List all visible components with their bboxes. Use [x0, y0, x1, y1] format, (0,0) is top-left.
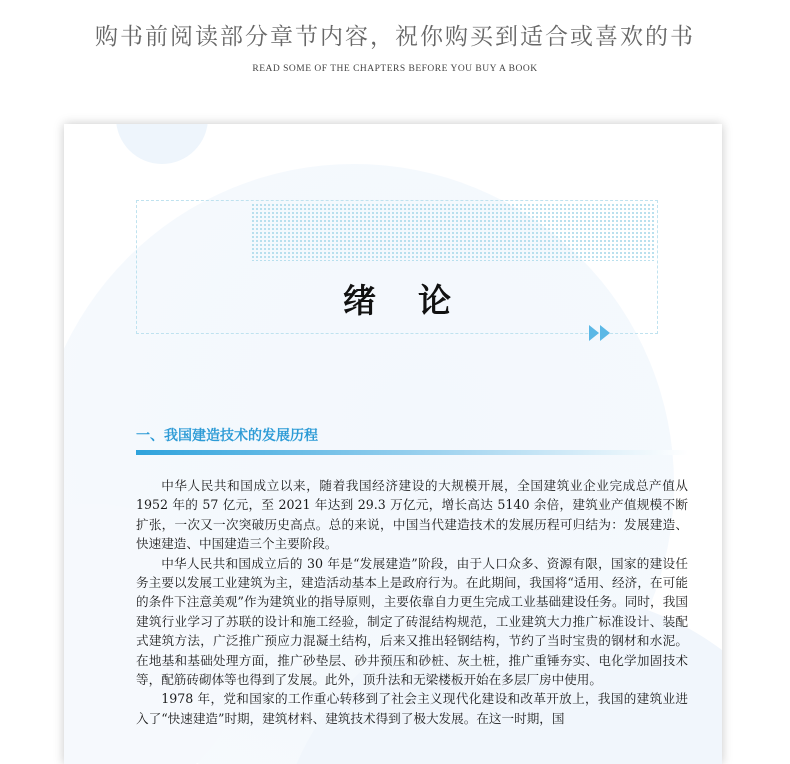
chapter-title-frame [136, 200, 658, 334]
dot-pattern [251, 203, 655, 261]
paragraph: 中华人民共和国成立以来，随着我国经济建设的大规模开展，全国建筑业企业完成总产值从 1952 年的 57 亿元，至 2021 年达到 29.3 万亿元，增长高达 5140 余倍，建筑业产值规模不断扩张，一次又一次突破历史高点。总的来说，中国当代建造技术的发展历程可归结为：发展建造、快速建造、中国建造三个主要阶段。 [136, 478, 688, 552]
section-heading: 一、我国建造技术的发展历程 [136, 428, 318, 444]
double-chevron-right-icon [589, 325, 613, 341]
decorative-circle [116, 124, 208, 164]
book-page [64, 124, 722, 764]
paragraph: 1978 年，党和国家的工作重心转移到了社会主义现代化建设和改革开放上，我国的建筑业进入了“快速建造”时期，建筑材料、建筑技术得到了极大发展。在这一时期，国 [136, 691, 688, 726]
body-text [136, 476, 688, 728]
page-header-subtitle: READ SOME OF THE CHAPTERS BEFORE YOU BUY A BOOK [252, 64, 538, 74]
paragraph: 中华人民共和国成立后的 30 年是“发展建造”阶段，由于人口众多、资源有限，国家的建设任务主要以发展工业建筑为主，建造活动基本上是政府行为。在此期间，我国将“适用、经济，在可能的条件下注意美观”作为建筑业的指导原则，主要依靠自力更生完成工业基础建设任务。同时，我国建筑行业学习了苏联的设计和施工经验，制定了砖混结构规范，工业建筑大力推广标准设计、装配式建筑方法，广泛推广预应力混凝土结构，后来又推出轻钢结构，节约了当时宝贵的钢材和水泥。在地基和基础处理方面，推广砂垫层、砂井预压和砂桩、灰土桩，推广重锤夯实、电化学加固技术等，配筋砖砌体等也得到了发展。此外，顶升法和无梁楼板开始在多层厂房中使用。 [136, 555, 688, 688]
chapter-title: 绪论 [343, 281, 493, 320]
page-header-title: 购书前阅读部分章节内容，祝你购买到适合或喜欢的书 [95, 24, 695, 50]
section-underline [136, 450, 688, 455]
